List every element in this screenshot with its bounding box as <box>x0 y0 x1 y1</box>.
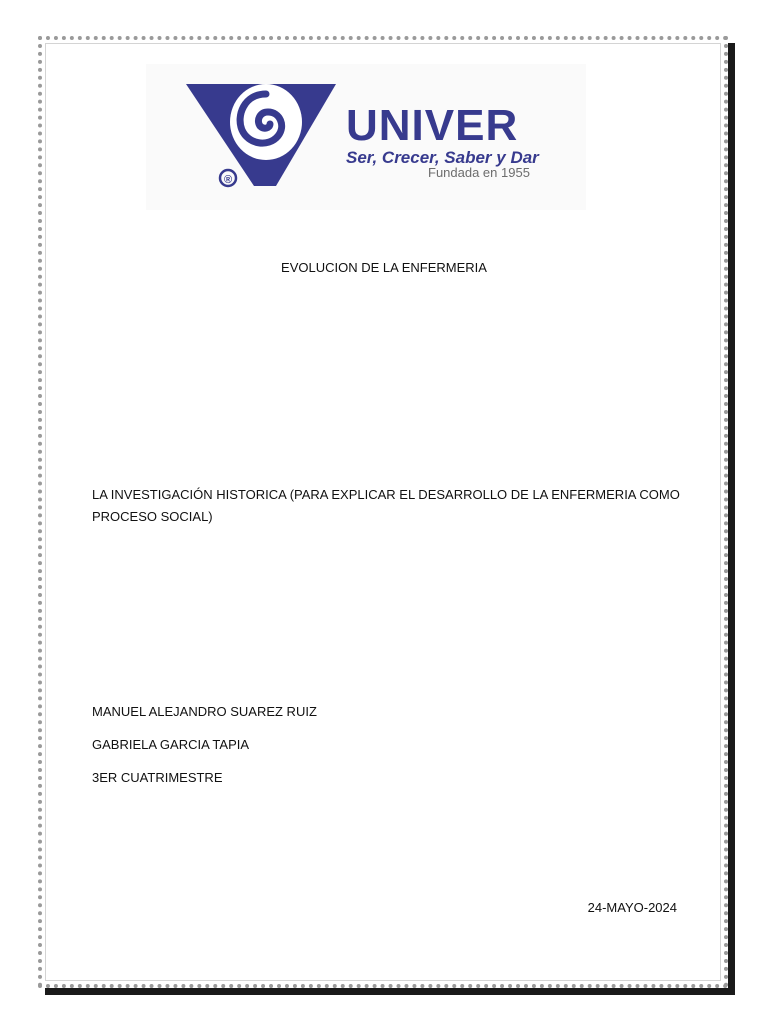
term-label: 3ER CUATRIMESTRE <box>92 770 223 785</box>
univer-logo <box>146 64 586 210</box>
document-title: EVOLUCION DE LA ENFERMERIA <box>281 260 487 275</box>
logo-founded: Fundada en 1955 <box>428 165 530 180</box>
student-name: MANUEL ALEJANDRO SUAREZ RUIZ <box>92 704 317 719</box>
logo-tagline: Ser, Crecer, Saber y Dar <box>346 148 539 167</box>
document-date: 24-MAYO-2024 <box>587 900 677 915</box>
univer-v-emblem-icon <box>146 64 346 210</box>
document-subject: LA INVESTIGACIÓN HISTORICA (PARA EXPLICAR EL DESARROLLO DE LA ENFERMERIA COMO PROCESO SOCIAL) <box>92 487 680 524</box>
registered-mark: ® <box>223 174 233 186</box>
logo-name: UNIVER <box>346 101 519 150</box>
teacher-name: GABRIELA GARCIA TAPIA <box>92 737 250 752</box>
